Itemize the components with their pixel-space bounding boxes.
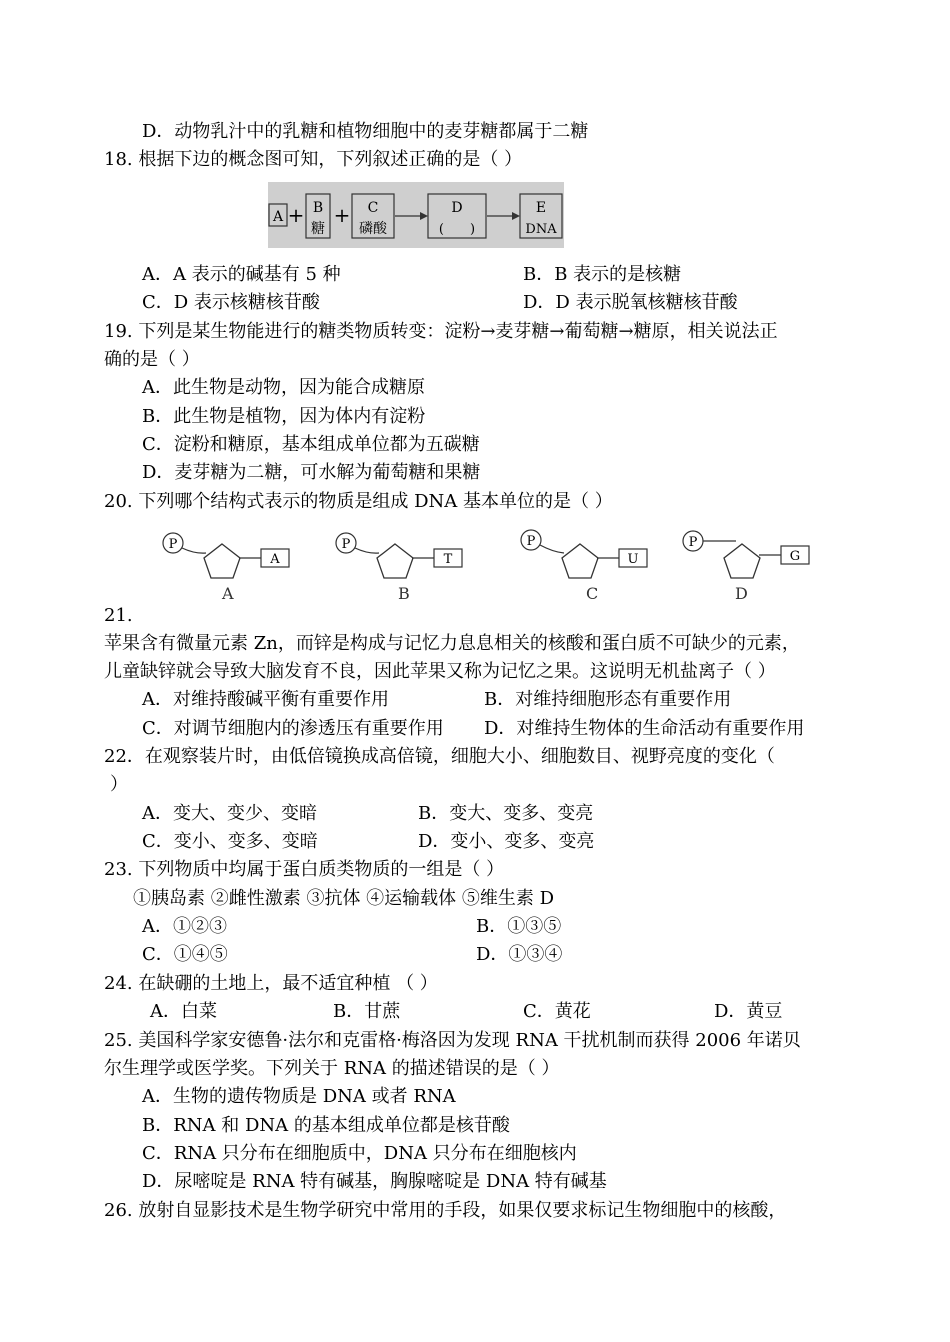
q22-stem-line2: ）	[110, 774, 128, 795]
q25-option-b: B．RNA 和 DNA 的基本组成单位都是核苷酸	[142, 1115, 510, 1136]
concept-b: B	[312, 200, 324, 216]
concept-e: E	[535, 200, 547, 216]
concept-d-blank: ( )	[438, 222, 476, 237]
q23-option-d: D．①③④	[476, 944, 563, 965]
q24-option-c: C．黄花	[523, 1001, 591, 1022]
q19-stem-line1: 19. 下列是某生物能进行的糖类物质转变：淀粉→麦芽糖→葡萄糖→糖原，相关说法正	[104, 321, 778, 342]
concept-d: D	[451, 200, 463, 216]
figure-label: D	[735, 584, 748, 603]
q25-option-a: A．生物的遗传物质是 DNA 或者 RNA	[142, 1086, 456, 1107]
concept-b-sugar: 糖	[311, 221, 325, 237]
q19-option-a: A．此生物是动物，因为能合成糖原	[142, 377, 425, 398]
q23-items: ①胰岛素 ②雌性激素 ③抗体 ④运输载体 ⑤维生素 D	[133, 888, 555, 909]
concept-e-dna: DNA	[525, 222, 557, 237]
phosphate-label: P	[168, 537, 178, 552]
base-label: G	[789, 549, 801, 564]
q18-option-b: B．B 表示的是核糖	[523, 264, 682, 285]
q20-stem: 20. 下列哪个结构式表示的物质是组成 DNA 基本单位的是（ ）	[104, 491, 613, 512]
q18-option-a: A．A 表示的碱基有 5 种	[142, 264, 341, 285]
q22-option-c: C．变小、变多、变暗	[142, 831, 318, 852]
q22-option-a: A．变大、变少、变暗	[142, 803, 317, 824]
q21-option-a: A．对维持酸碱平衡有重要作用	[142, 689, 389, 710]
q17-option-d: D．动物乳汁中的乳糖和植物细胞中的麦芽糖都属于二糖	[142, 121, 589, 142]
nucleotide-figure-b	[333, 528, 473, 607]
q19-option-d: D．麦芽糖为二糖，可水解为葡萄糖和果糖	[142, 462, 481, 483]
q26-stem-line1: 26. 放射自显影技术是生物学研究中常用的手段，如果仅要求标记生物细胞中的核酸，	[104, 1200, 787, 1221]
nucleotide-figure-c	[518, 528, 658, 607]
base-label: U	[627, 552, 639, 567]
q24-option-d: D．黄豆	[714, 1001, 783, 1022]
phosphate-label: P	[526, 534, 536, 549]
q21-option-d: D．对维持生物体的生命活动有重要作用	[484, 718, 805, 739]
phosphate-label: P	[688, 535, 698, 550]
q19-option-c: C．淀粉和糖原，基本组成单位都为五碳糖	[142, 434, 480, 455]
figure-label: B	[398, 584, 410, 603]
q21-option-c: C．对调节细胞内的渗透压有重要作用	[142, 718, 444, 739]
base-label: A	[270, 552, 280, 567]
q21-option-b: B．对维持细胞形态有重要作用	[484, 689, 732, 710]
concept-map-figure	[268, 182, 564, 248]
nucleotide-figure-d	[680, 528, 820, 607]
q21-stem-line2: 儿童缺锌就会导致大脑发育不良，因此苹果又称为记忆之果。这说明无机盐离子（ ）	[104, 661, 776, 682]
q25-stem-line2: 尔生理学或医学奖。下列关于 RNA 的描述错误的是（ ）	[104, 1058, 560, 1079]
q23-option-b: B．①③⑤	[476, 916, 562, 937]
q18-stem: 18. 根据下边的概念图可知，下列叙述正确的是（ ）	[104, 149, 523, 170]
q23-option-a: A．①②③	[142, 916, 227, 937]
q19-option-b: B．此生物是植物，因为体内有淀粉	[142, 406, 426, 427]
q24-option-b: B．甘蔗	[333, 1001, 401, 1022]
concept-plus-1: +	[287, 203, 305, 227]
q24-option-a: A．白菜	[150, 1001, 217, 1022]
q22-option-d: D．变小、变多、变亮	[418, 831, 595, 852]
q25-option-c: C．RNA 只分布在细胞质中，DNA 只分布在细胞核内	[142, 1143, 577, 1164]
q25-stem-line1: 25. 美国科学家安德鲁·法尔和克雷格·梅洛因为发现 RNA 干扰机制而获得 2006 年诺贝	[104, 1030, 801, 1051]
concept-c: C	[367, 200, 379, 216]
q23-stem: 23. 下列物质中均属于蛋白质类物质的一组是（ ）	[104, 859, 505, 880]
concept-c-phosphate: 磷酸	[359, 221, 387, 237]
q23-option-c: C．①④⑤	[142, 944, 228, 965]
q24-stem: 24. 在缺硼的土地上，最不适宜种植 （ ）	[104, 973, 438, 994]
nucleotide-figure-a	[160, 528, 300, 607]
q22-option-b: B．变大、变多、变亮	[418, 803, 594, 824]
figure-label: C	[586, 584, 599, 603]
q21-number: 21.	[104, 605, 133, 626]
q25-option-d: D．尿嘧啶是 RNA 特有碱基，胸腺嘧啶是 DNA 特有碱基	[142, 1171, 607, 1192]
concept-plus-2: +	[333, 203, 351, 227]
q21-stem-line1: 苹果含有微量元素 Zn，而锌是构成与记忆力息息相关的核酸和蛋白质不可缺少的元素，	[104, 633, 800, 654]
figure-label: A	[222, 584, 234, 603]
q22-stem-line1: 22．在观察装片时，由低倍镜换成高倍镜，细胞大小、细胞数目、视野亮度的变化（	[104, 746, 775, 767]
base-label: T	[443, 552, 453, 567]
q18-option-d: D．D 表示脱氧核糖核苷酸	[523, 292, 738, 313]
q18-option-c: C．D 表示核糖核苷酸	[142, 292, 320, 313]
q19-stem-line2: 确的是（ ）	[104, 349, 200, 370]
concept-a: A	[272, 209, 284, 225]
phosphate-label: P	[341, 537, 351, 552]
